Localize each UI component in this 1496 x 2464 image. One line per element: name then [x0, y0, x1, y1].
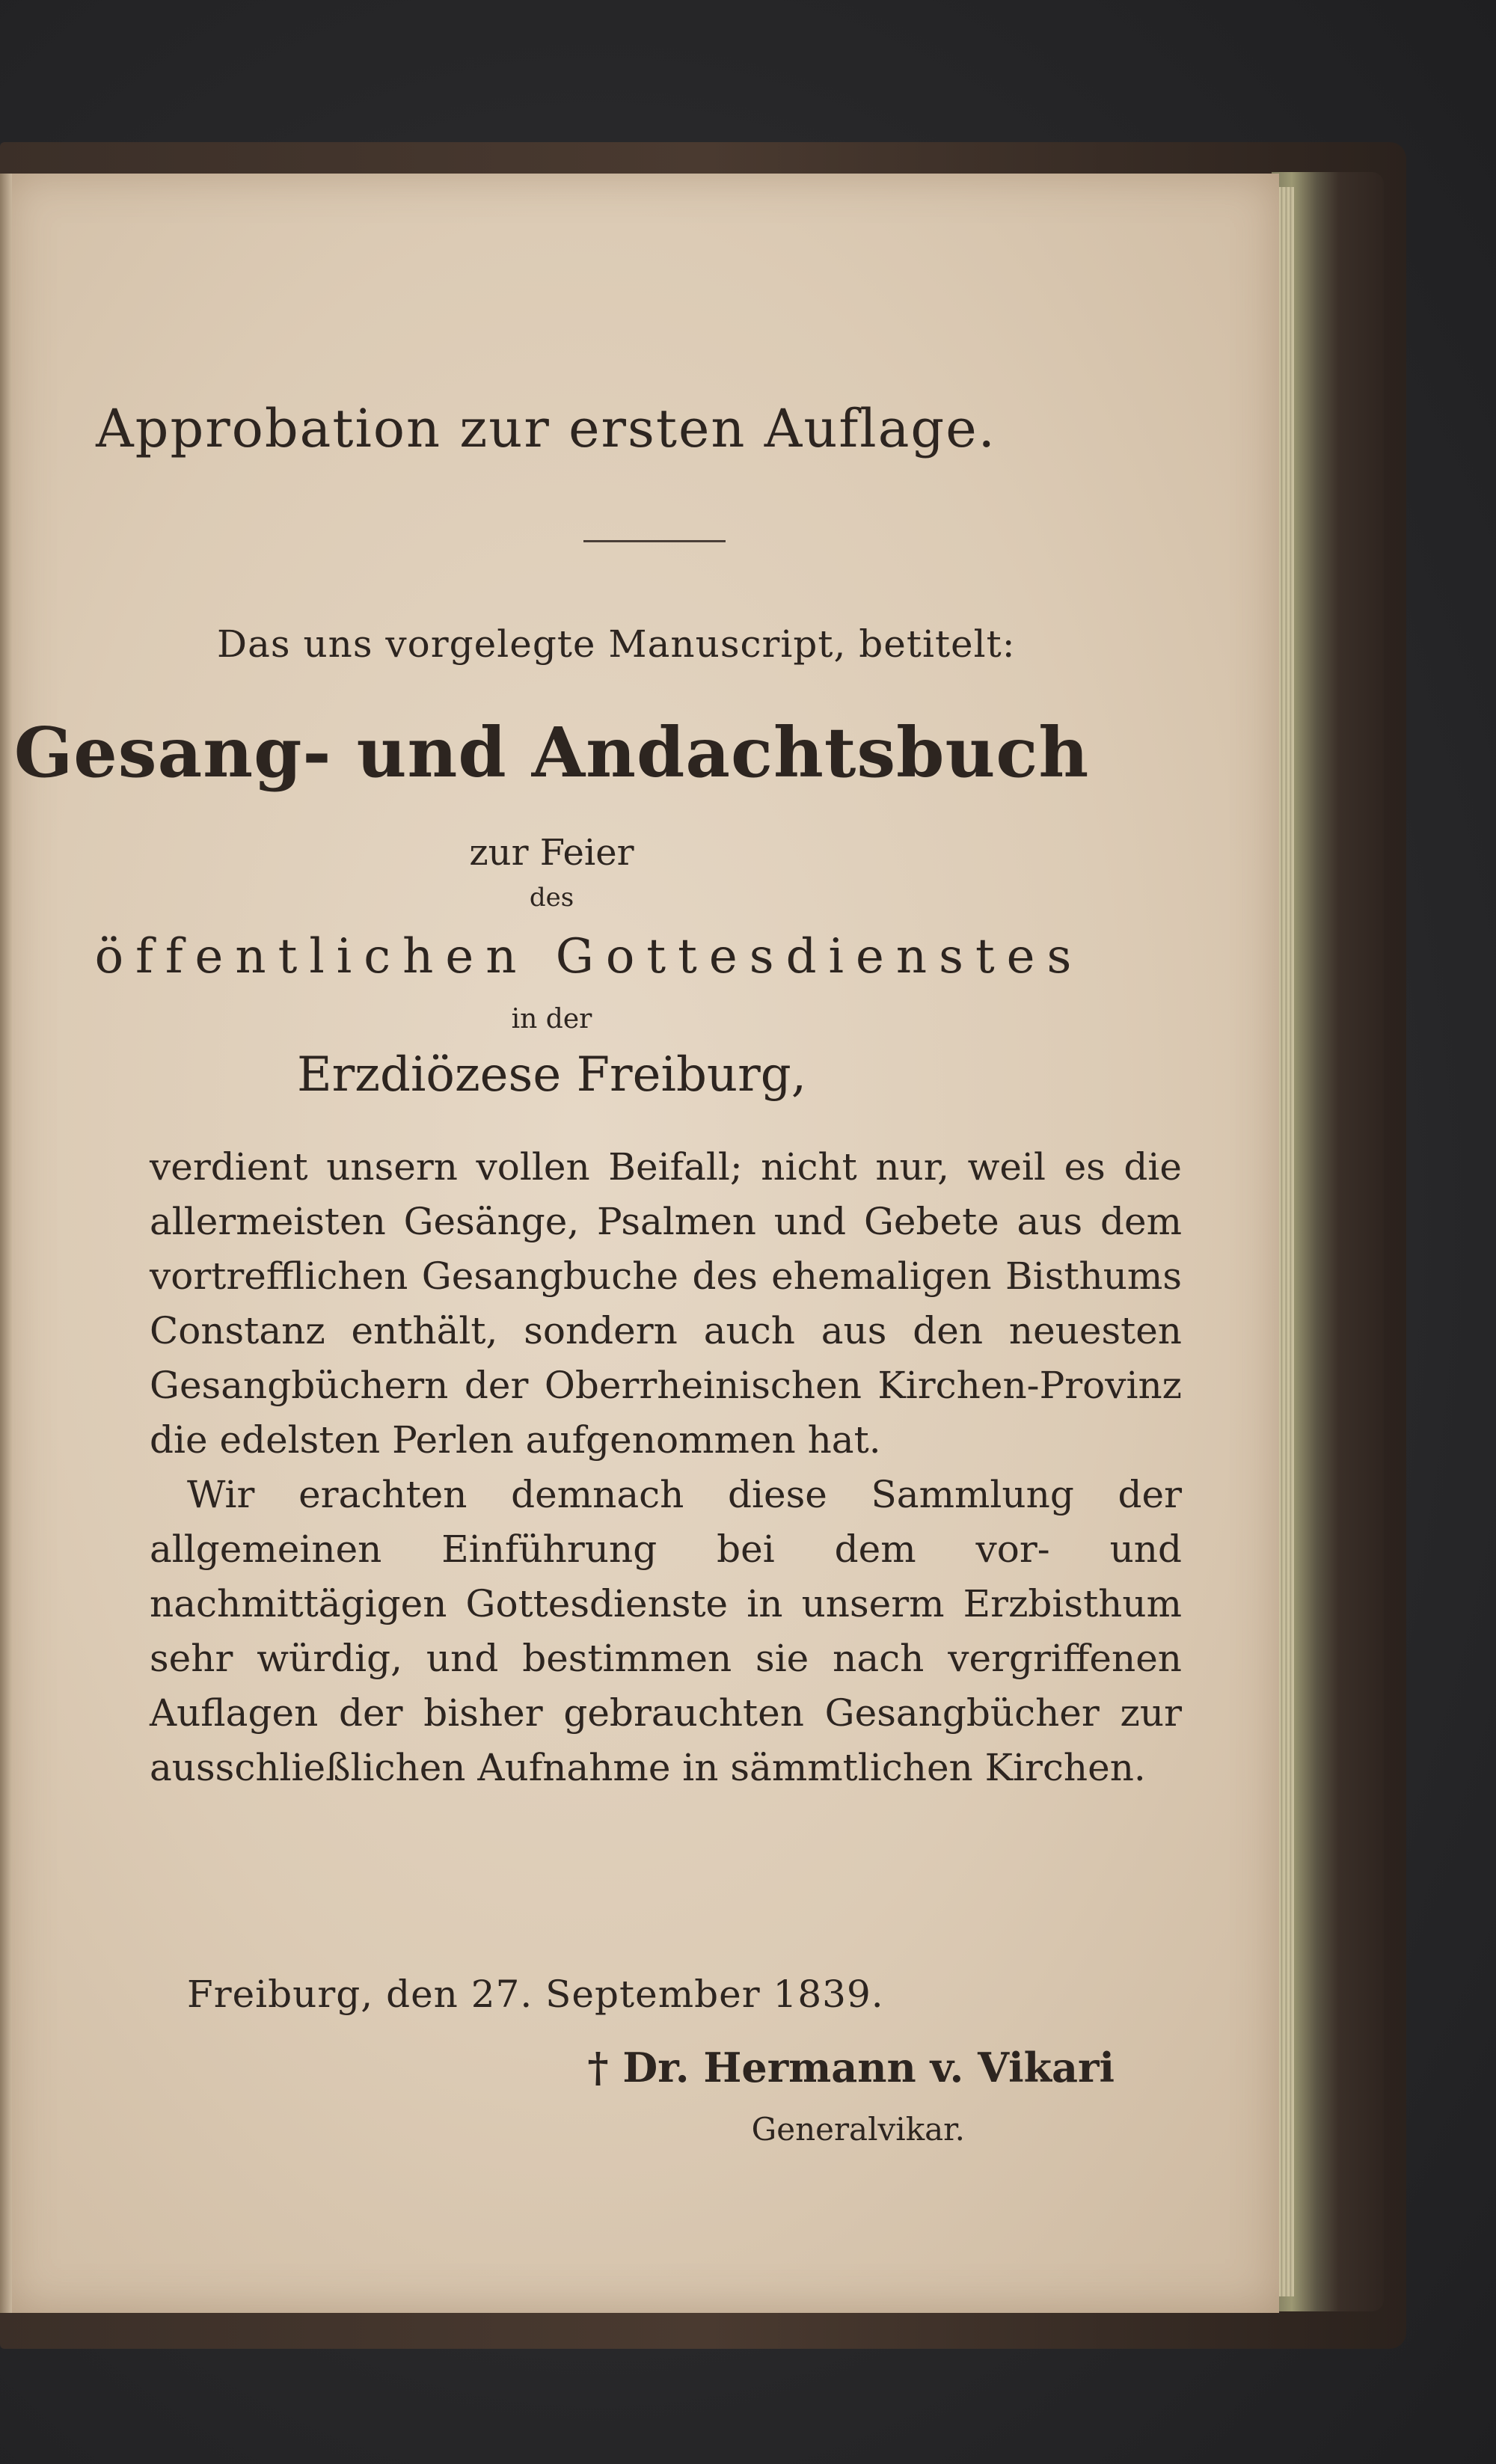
heading-divider	[583, 540, 726, 542]
title-line-3: des	[529, 883, 574, 913]
page-heading: Approbation zur ersten Auflage.	[96, 398, 996, 459]
intro-line: Das uns vorgelegte Manuscript, betitelt:	[217, 622, 1016, 666]
paragraph-2: Wir erachten demnach diese Sammlung der allgemeinen Einführung bei dem vor- und nachmittägigen Gottesdienste in unserm Erzbisthum sehr würdig, und bestimmen sie nach vergriffenen Auflagen der bisher gebrauchten Gesangbücher zur ausschließlichen Aufnahme in sämmtlichen Kirchen.	[150, 1473, 1182, 1789]
page-content	[7, 174, 1279, 2313]
paragraph-1: verdient unsern vollen Beifall; nicht nur, weil es die allermeisten Gesänge, Psalmen und Gebete aus dem vortrefflichen Gesangbuche des ehemaligen Bisthums Constanz enthält, sondern auch aus den neuesten Gesangbüchern der Oberrheinischen Kirchen-Provinz die edelsten Perlen aufgenommen hat.	[150, 1145, 1182, 1462]
book-title: Gesang- und Andachtsbuch	[13, 712, 1090, 793]
title-line-6: Erzdiözese Freiburg,	[296, 1047, 807, 1103]
title-line-2: zur Feier	[469, 832, 634, 874]
approbation-body	[150, 1140, 1182, 1795]
signature: † Dr. Hermann v. Vikari	[587, 2044, 1115, 2091]
title-line-4: öffentlichen Gottesdienstes	[94, 929, 1084, 984]
dateline: Freiburg, den 27. September 1839.	[187, 1973, 884, 2016]
title-line-5: in der	[511, 1004, 592, 1035]
signature-title: Generalvikar.	[751, 2111, 965, 2148]
